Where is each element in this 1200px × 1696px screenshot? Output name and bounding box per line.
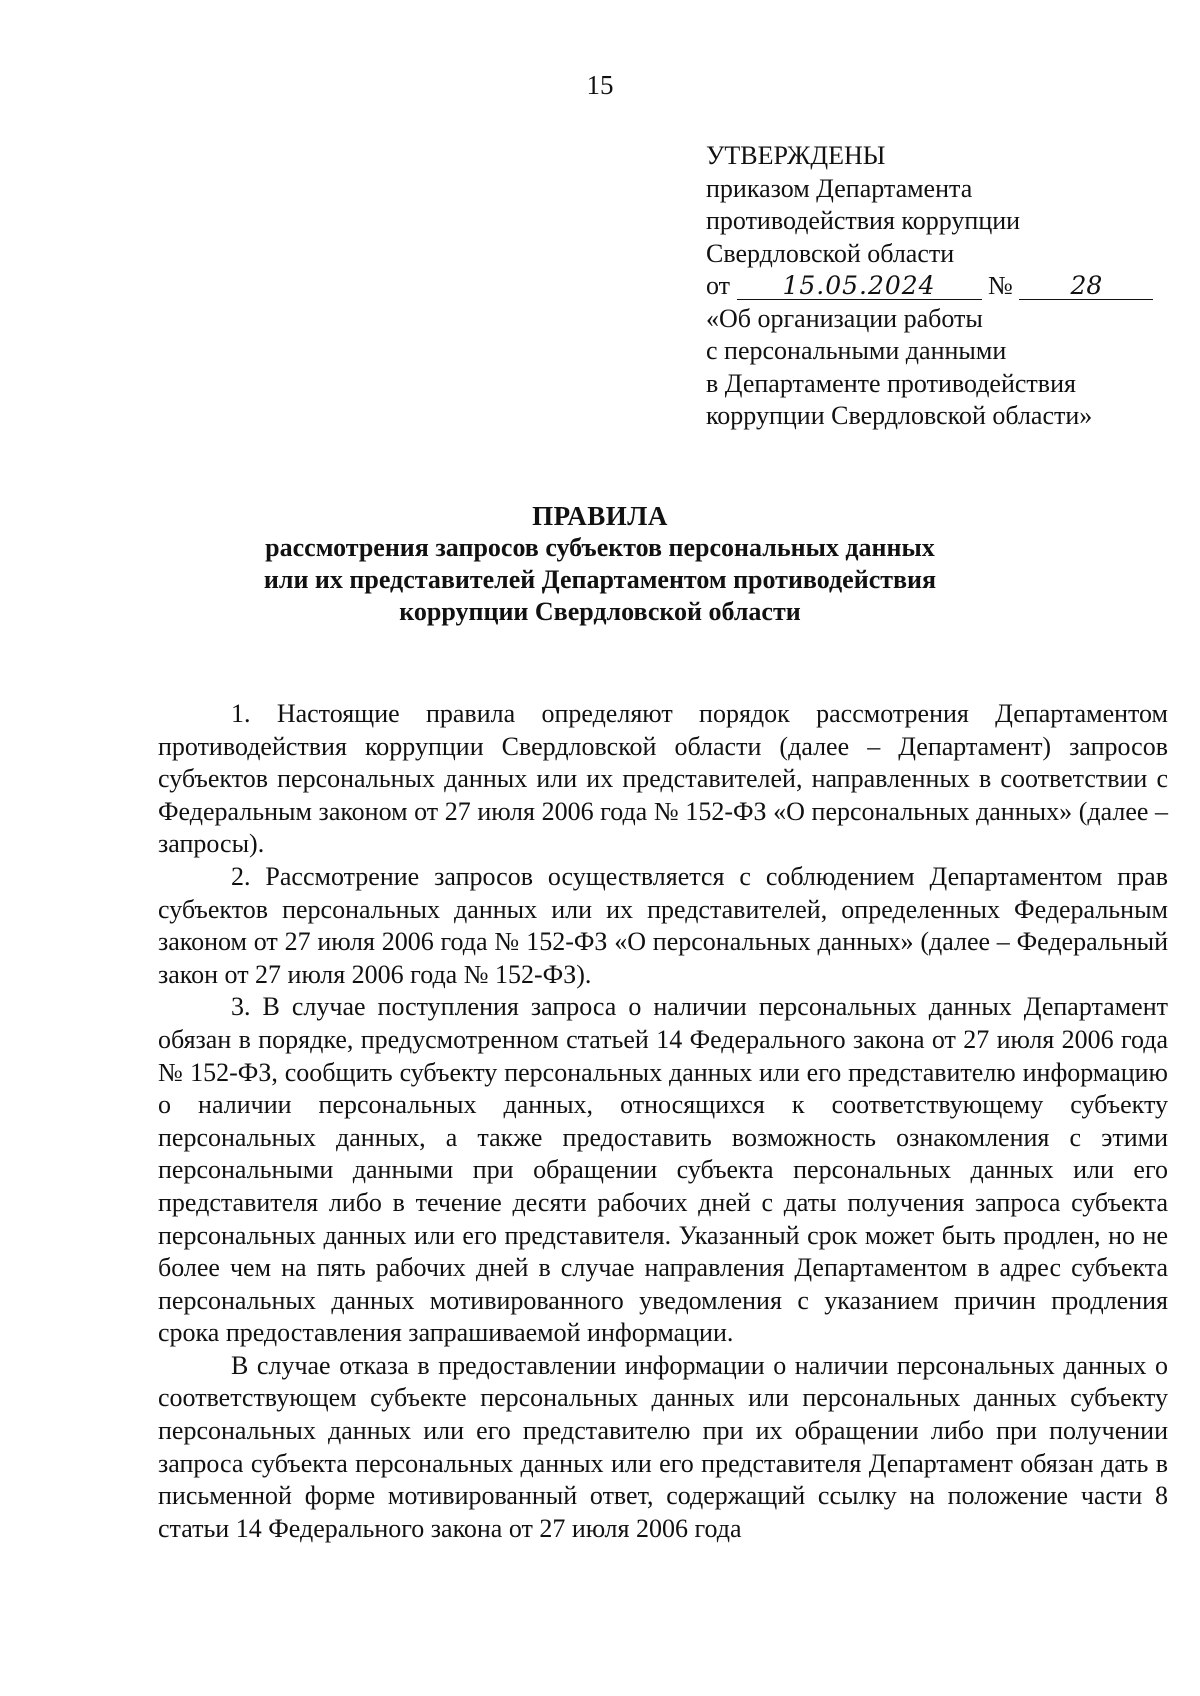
approval-stamp [706, 140, 1176, 433]
page-number: 15 [586, 70, 614, 100]
approval-line-1: приказом Департамента [706, 173, 973, 203]
approval-heading: УТВЕРЖДЕНЫ [706, 141, 886, 170]
title-line-1: рассмотрения запросов субъектов персональных данных [265, 533, 935, 562]
paragraph-2: 2. Рассмотрение запросов осуществляется с соблюдением Департаментом прав субъектов персональных данных или их представителей, определенных Федеральным законом от 27 июля 2006 года № 152-ФЗ «О персональных данных» (далее – Федеральный закон от 27 июля 2006 года № 152-ФЗ). [158, 861, 1168, 989]
order-title-line-4: коррупции Свердловской области» [706, 401, 1093, 430]
date-prefix: от [706, 271, 731, 300]
document-title [0, 500, 1200, 628]
number-sign: № [988, 271, 1013, 300]
paragraph-1: 1. Настоящие правила определяют порядок рассмотрения Департаментом противодействия коррупции Свердловской области (далее – Департамент) запросов субъектов персональных данных или их представителей, направленных в соответствии с Федеральным законом от 27 июля 2006 года № 152-ФЗ «О персональных данных» (далее – запросы). [158, 699, 1168, 859]
order-title-line-1: «Об организации работы [706, 303, 983, 333]
title-line-3: коррупции Свердловской области [399, 597, 801, 626]
approval-line-3: Свердловской области [706, 238, 955, 268]
approval-line-2: противодействия коррупции [706, 206, 1021, 235]
title-main: ПРАВИЛА [532, 501, 668, 531]
handwritten-number: 28 [1019, 273, 1153, 300]
paragraph-4: В случае отказа в предоставлении информации о наличии персональных данных о соответствующем субъекте персональных данных или персональных данных субъекту персональных данных или его представителю при их обращении либо при получении запроса субъекта персональных данных или его представителя Департамент обязан дать в письменной форме мотивированный ответ, содержащий ссылку на положение части 8 статьи 14 Федерального закона от 27 июля 2006 года [158, 1350, 1168, 1543]
paragraph-3: 3. В случае поступления запроса о наличии персональных данных Департамент обязан в порядке, предусмотренном статьей 14 Федерального закона от 27 июля 2006 года № 152-ФЗ, сообщить субъекту персональных данных или его представителю информацию о наличии персональных данных, относящихся к соответствующему субъекту персональных данных, а также предоставить возможность ознакомления с этими персональными данными при обращении субъекта персональных данных или его представителя либо в течение десяти рабочих дней с даты получения запроса субъекта персональных данных или его представителя. Указанный срок может быть продлен, но не более чем на пять рабочих дней в случае направления Департаментом в адрес субъекта персональных данных мотивированного уведомления с указанием причин продления срока предоставления запрашиваемой информации. [158, 992, 1168, 1348]
document-body [158, 698, 1168, 1545]
approval-date-number-line [706, 270, 1176, 303]
order-title-line-3: в Департаменте противодействия [706, 368, 1076, 398]
order-title-line-2: с персональными данными [706, 336, 1007, 365]
handwritten-date: 15.05.2024 [737, 273, 982, 300]
title-line-2: или их представителей Департаментом противодействия [263, 565, 937, 594]
